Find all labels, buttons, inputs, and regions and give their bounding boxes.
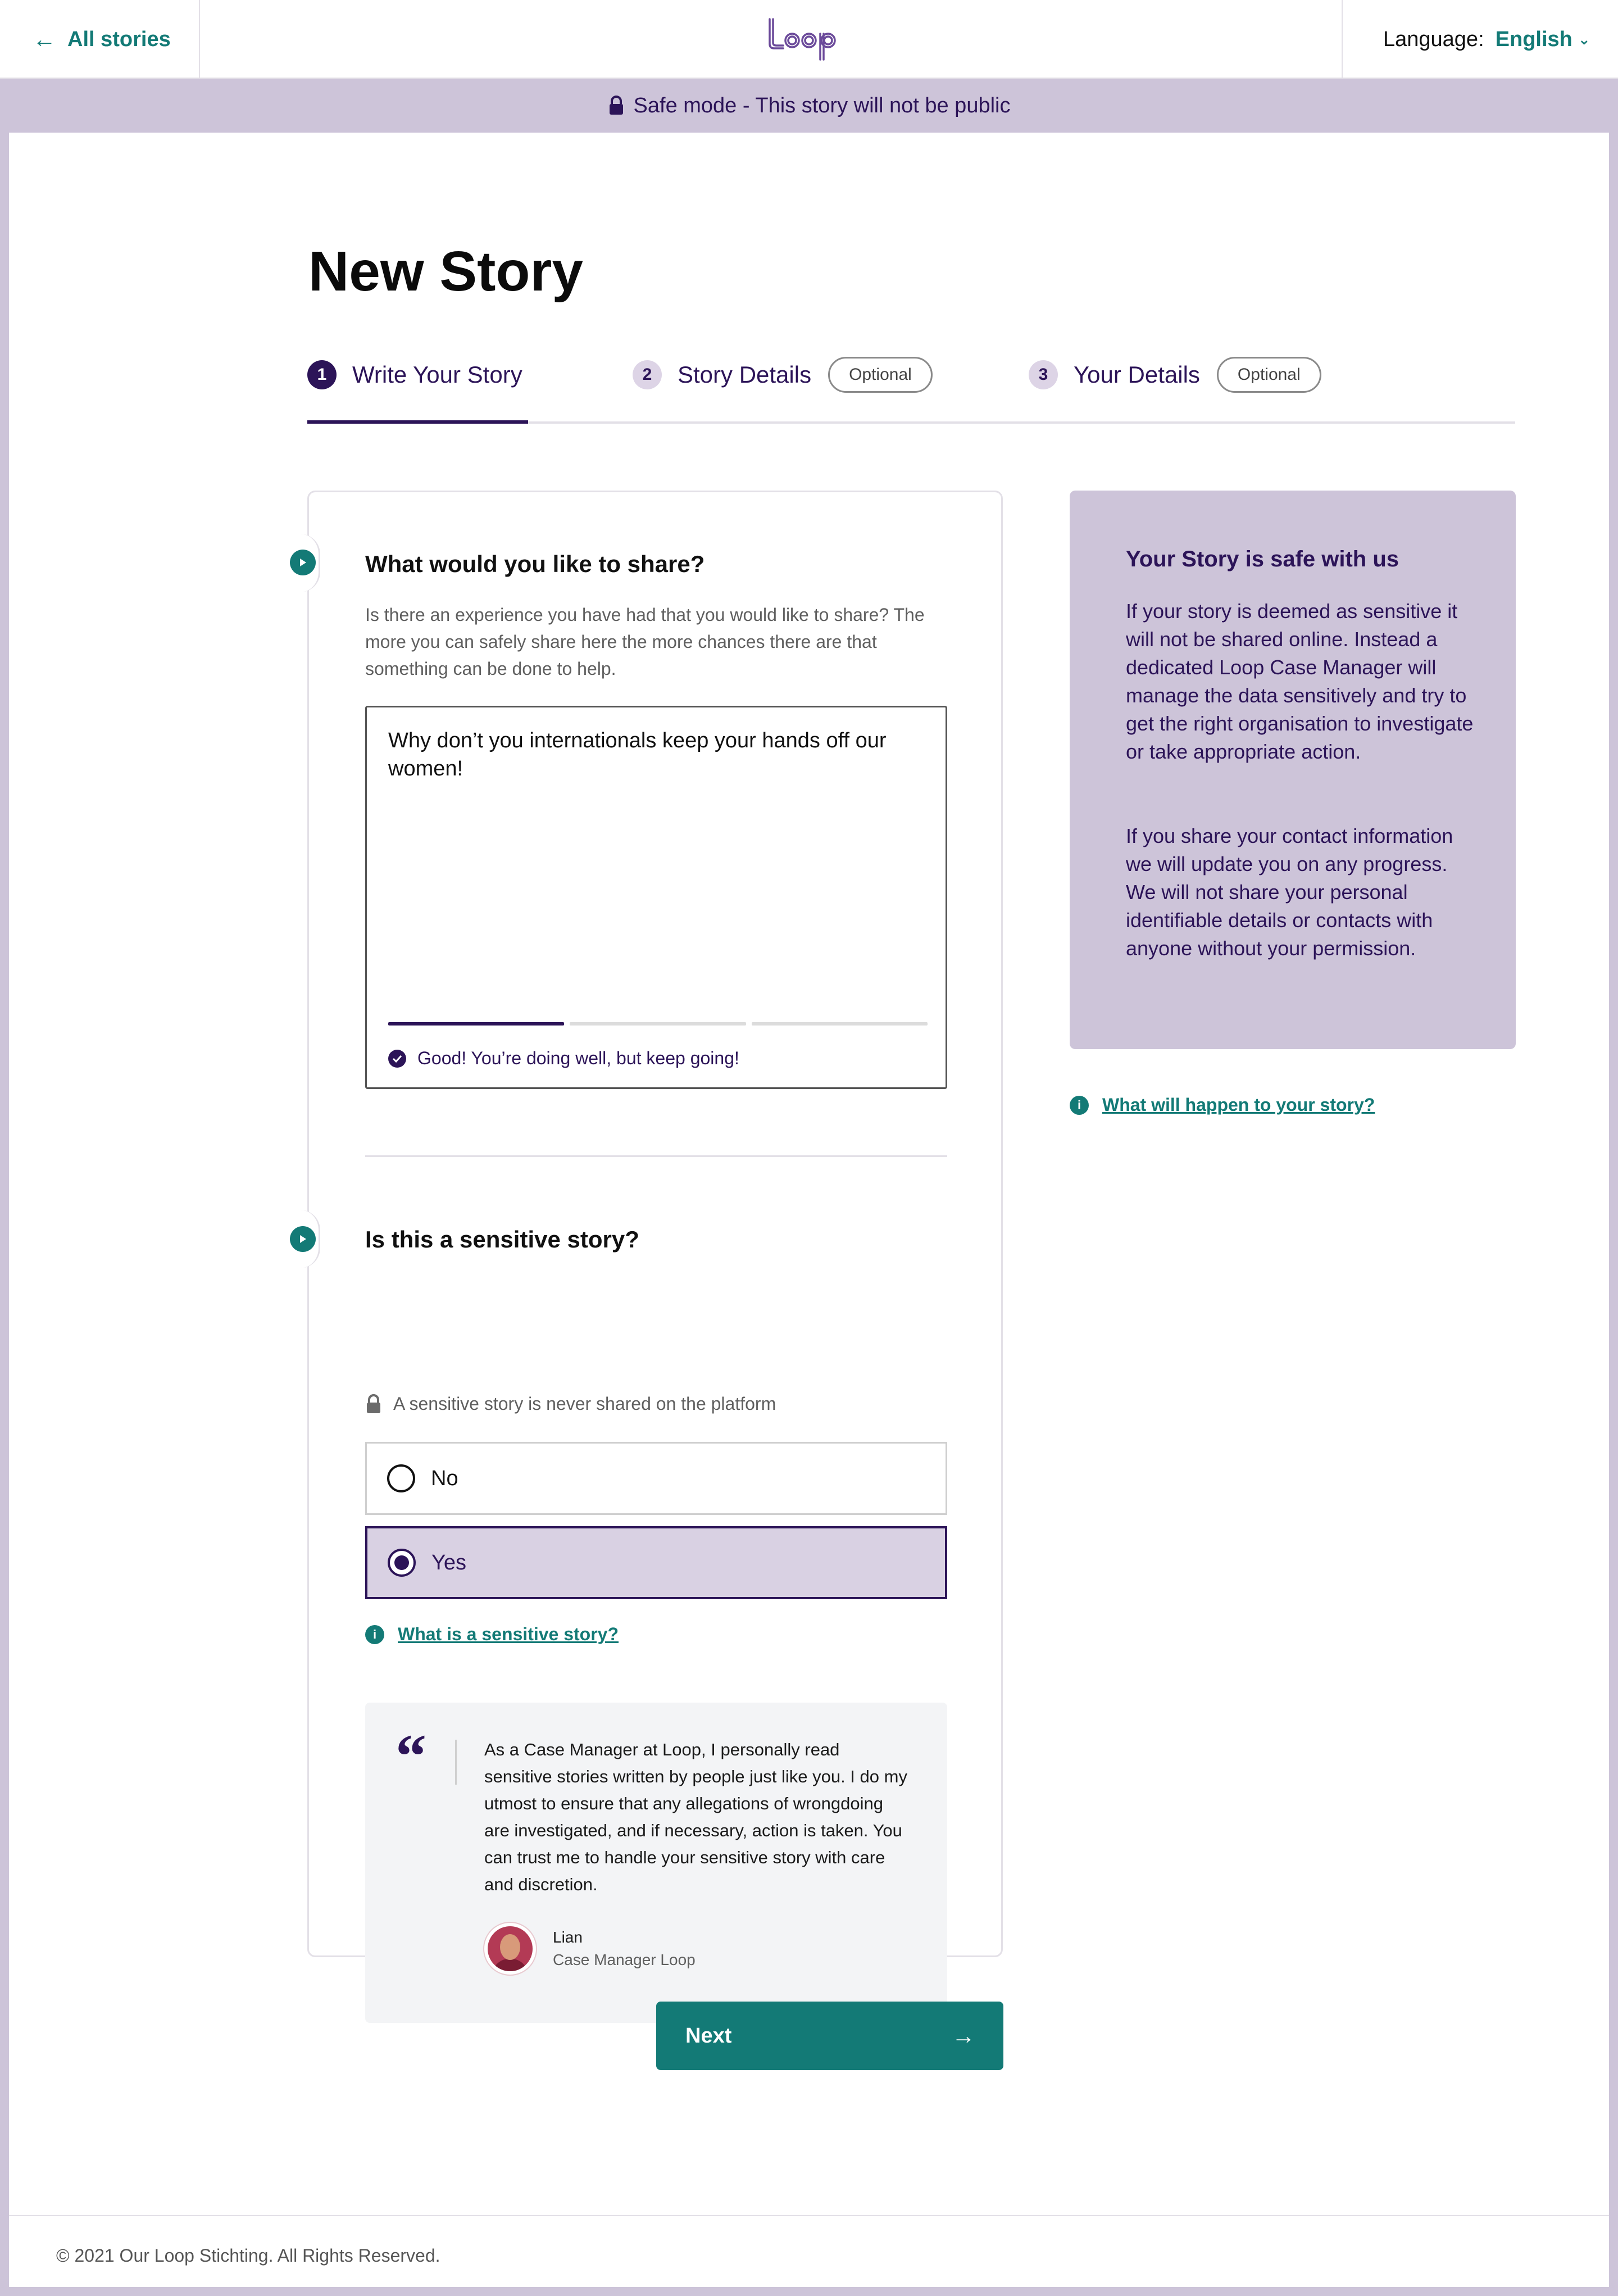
side-panel-paragraph-1: If your story is deemed as sensitive it will not be shared online. Instead a dedicated Loop Case Manager will manage the data sensitively and try to get the right organisation to investigate or take appropriate action.: [1126, 600, 1474, 763]
sensitive-note: [365, 1394, 776, 1414]
radio-yes[interactable]: [365, 1526, 947, 1599]
top-header: [0, 0, 1618, 79]
what-happens-link[interactable]: [1070, 1095, 1375, 1115]
all-stories-link[interactable]: [0, 0, 200, 79]
safe-mode-text: Safe mode - This story will not be public: [633, 93, 1011, 117]
author-role: Case Manager Loop: [553, 1951, 696, 1968]
what-is-sensitive-link[interactable]: [365, 1624, 619, 1645]
language-label: Language:: [1383, 27, 1484, 51]
next-label: Next: [685, 2023, 732, 2048]
story-form-card: [307, 491, 1003, 1968]
all-stories-label: All stories: [67, 27, 171, 51]
main-content: [9, 133, 1609, 2287]
info-link-text: What will happen to your story?: [1102, 1095, 1375, 1115]
lock-icon: [608, 96, 625, 116]
radio-circle: [387, 1464, 415, 1492]
author-name: Lian: [553, 1929, 583, 1946]
quote-text: As a Case Manager at Loop, I personally read sensitive stories written by people just like you. I do my utmost to ensure that any allegations of wrongdoing are investigated, and if necessary, action is taken. You can trust me to handle your sensitive story with care and discretion.: [484, 1740, 907, 1894]
info-icon: i: [1070, 1096, 1089, 1115]
language-dropdown[interactable]: [1496, 28, 1590, 52]
quote-author: [484, 1923, 696, 1975]
story-text: Why don’t you internationals keep your hands off our women!: [388, 729, 887, 781]
play-icon: [290, 550, 316, 575]
progress-segment: [752, 1022, 928, 1026]
sensitive-note-text: A sensitive story is never shared on the platform: [393, 1394, 776, 1414]
chevron-down-icon: ⌄: [1578, 30, 1590, 48]
side-panel-paragraph-2: If you share your contact information we will update you on any progress. We will not share your personal identifiable details or contacts with anyone without your permission.: [1126, 824, 1453, 960]
step-number: 2: [633, 360, 662, 389]
avatar: [484, 1923, 536, 1975]
lock-icon: [365, 1394, 382, 1414]
progress-message-text: Good! You’re doing well, but keep going!: [417, 1048, 739, 1068]
progress-message: [388, 1048, 739, 1069]
step-number: 1: [307, 360, 337, 389]
radio-label: No: [431, 1466, 458, 1490]
quote-divider: [455, 1740, 457, 1785]
stepper: [307, 351, 1515, 424]
radio-no[interactable]: [365, 1442, 947, 1515]
radio-circle: [388, 1549, 416, 1577]
active-step-underline: [307, 420, 528, 424]
optional-badge: Optional: [828, 357, 933, 393]
language-selector: [1342, 0, 1618, 79]
next-button[interactable]: [656, 2002, 1003, 2070]
share-section-title: What would you like to share?: [365, 551, 705, 577]
optional-badge: Optional: [1217, 357, 1321, 393]
footer-divider: [9, 2215, 1609, 2216]
step-label: Your Details: [1074, 361, 1200, 388]
safe-mode-banner: [0, 79, 1618, 133]
arrow-right-icon: →: [952, 2022, 975, 2049]
arrow-left-icon: ←: [33, 26, 56, 52]
sensitive-section-title: Is this a sensitive story?: [365, 1226, 639, 1253]
step-number: 3: [1029, 360, 1058, 389]
safety-info-panel: [1070, 491, 1516, 1049]
case-manager-quote: [365, 1703, 947, 2023]
story-textarea[interactable]: [365, 706, 947, 1089]
side-panel-title: Your Story is safe with us: [1126, 547, 1399, 571]
page-title: New Story: [308, 240, 584, 303]
play-icon: [290, 1226, 316, 1252]
section-divider: [365, 1155, 947, 1157]
step-label: Write Your Story: [352, 361, 522, 388]
language-value: English: [1495, 27, 1572, 51]
check-circle-icon: [388, 1050, 406, 1068]
progress-segment: [388, 1022, 564, 1026]
info-icon: i: [365, 1625, 384, 1644]
quote-icon: “: [396, 1722, 426, 1790]
share-section-description: Is there an experience you have had that you would like to share? The more you can safely share here the more chances there are that something can be done to help.: [365, 605, 925, 679]
info-link-text: What is a sensitive story?: [398, 1624, 619, 1644]
story-length-progress: [388, 1022, 928, 1026]
loop-logo[interactable]: [764, 15, 854, 65]
footer-copyright: © 2021 Our Loop Stichting. All Rights Reserved.: [56, 2245, 440, 2266]
radio-label: Yes: [431, 1550, 466, 1574]
progress-segment: [570, 1022, 746, 1026]
step-label: Story Details: [678, 361, 812, 388]
